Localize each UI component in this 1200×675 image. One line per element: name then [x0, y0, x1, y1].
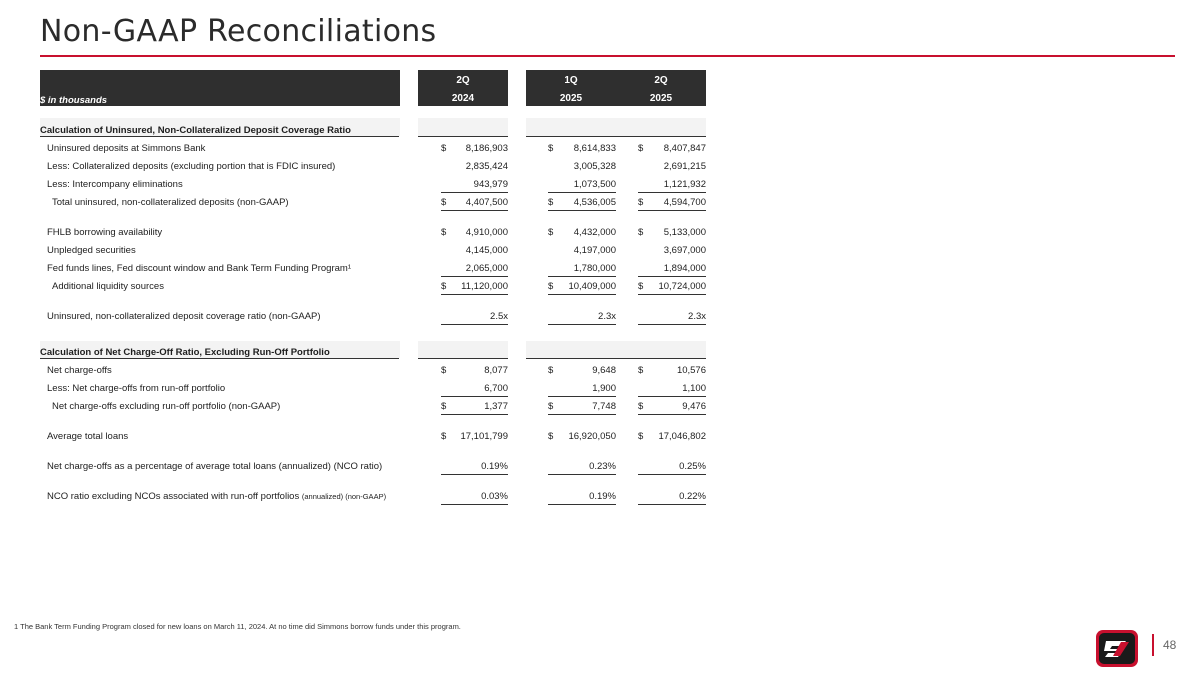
dollar-sign: $: [441, 431, 447, 442]
row-label: Additional liquidity sources: [52, 281, 164, 292]
table-row-total: [0, 401, 1200, 415]
cell-value: 3,005,328: [573, 161, 616, 172]
cell-value: 8,614,833: [573, 143, 616, 154]
table-row: [0, 227, 1200, 241]
cell-value: 0.23%: [589, 461, 616, 472]
row-label: Average total loans: [47, 431, 129, 442]
dollar-sign: $: [441, 365, 447, 376]
section-band: [526, 118, 706, 136]
page-number-divider: [1152, 634, 1154, 656]
cell-value: 4,145,000: [465, 245, 508, 256]
simmons-logo-icon: [1096, 630, 1138, 667]
cell-value: 17,101,799: [460, 431, 508, 442]
column-quarter: 2Q: [654, 75, 668, 86]
cell-value: 1,900: [592, 383, 616, 394]
cell-value: 10,576: [676, 365, 706, 376]
cell-value: 11,120,000: [461, 281, 508, 292]
dollar-sign: $: [638, 197, 644, 208]
cell-value: 7,748: [592, 401, 616, 412]
table-row: [0, 431, 1200, 445]
footnote: 1 The Bank Term Funding Program closed for new loans on March 11, 2024. At no time did Simmons borrow funds under this program.: [14, 622, 461, 631]
table-row: [0, 263, 1200, 277]
table-row: [0, 491, 1200, 505]
cell-value: 6,700: [484, 383, 508, 394]
dollar-sign: $: [441, 143, 447, 154]
row-label: Net charge-offs as a percentage of average total loans (annualized) (NCO ratio): [47, 461, 383, 472]
dollar-sign: $: [548, 227, 554, 238]
cell-value: 943,979: [473, 179, 508, 190]
cell-value: 9,648: [592, 365, 616, 376]
section-title-deposit-coverage: Calculation of Uninsured, Non-Collateralized Deposit Coverage Ratio: [40, 125, 351, 136]
table-row: [0, 461, 1200, 475]
section-rule: [40, 358, 399, 359]
dollar-sign: $: [638, 431, 644, 442]
cell-value: 9,476: [682, 401, 706, 412]
section-title-net-charge-off: Calculation of Net Charge-Off Ratio, Excluding Run-Off Portfolio: [40, 347, 330, 358]
row-label: Less: Intercompany eliminations: [47, 179, 183, 190]
section-band: [418, 118, 508, 136]
cell-value: 10,409,000: [568, 281, 616, 292]
cell-value: 1,100: [682, 383, 706, 394]
cell-value: 2,835,424: [465, 161, 508, 172]
cell-value: 2.5x: [490, 311, 508, 322]
cell-value: 0.19%: [481, 461, 508, 472]
row-label-qualifier: (annualized) (non-GAAP): [301, 492, 387, 501]
table-row: [0, 365, 1200, 379]
section-band: [526, 341, 706, 358]
column-year: 2025: [649, 93, 673, 104]
row-label: Uninsured, non-collateralized deposit coverage ratio (non-GAAP): [47, 311, 321, 322]
column-year: 2025: [559, 93, 583, 104]
dollar-sign: $: [638, 401, 644, 412]
dollar-sign: $: [548, 281, 554, 292]
column-quarter: 2Q: [456, 75, 470, 86]
row-label: [47, 491, 386, 502]
dollar-sign: $: [638, 143, 644, 154]
cell-value: 1,894,000: [663, 263, 706, 274]
column-quarter: 1Q: [564, 75, 578, 86]
unit-label: $ in thousands: [40, 95, 108, 106]
dollar-sign: $: [548, 401, 554, 412]
row-label-main: NCO ratio excluding NCOs associated with run-off portfolios: [47, 491, 300, 502]
cell-value: 0.25%: [679, 461, 706, 472]
row-label: FHLB borrowing availability: [47, 227, 163, 238]
row-label: Fed funds lines, Fed discount window and Bank Term Funding Program¹: [47, 263, 351, 274]
dollar-sign: $: [548, 365, 554, 376]
cell-value: 0.22%: [679, 491, 706, 502]
page-title: Non-GAAP Reconciliations: [40, 14, 437, 49]
cell-value: 4,407,500: [465, 197, 508, 208]
cell-value: 3,697,000: [663, 245, 706, 256]
dollar-sign: $: [441, 401, 447, 412]
cell-value: 1,121,932: [663, 179, 706, 190]
cell-value: 0.19%: [589, 491, 616, 502]
section-rule: [418, 136, 508, 137]
dollar-sign: $: [638, 227, 644, 238]
dollar-sign: $: [441, 197, 447, 208]
section-band: [418, 341, 508, 358]
table-row: [0, 161, 1200, 175]
cell-value: 8,077: [484, 365, 508, 376]
table-row-total: [0, 197, 1200, 211]
cell-value: 1,073,500: [573, 179, 616, 190]
section-rule: [40, 136, 399, 137]
cell-value: 2.3x: [598, 311, 616, 322]
dollar-sign: $: [548, 143, 554, 154]
table-row: [0, 383, 1200, 397]
cell-value: 8,407,847: [663, 143, 706, 154]
cell-value: 5,133,000: [663, 227, 706, 238]
cell-value: 4,594,700: [663, 197, 706, 208]
column-header-2q-2025: [616, 70, 706, 106]
table-row: [0, 311, 1200, 325]
column-header-2q-2024: [418, 70, 508, 106]
page-number: 48: [1163, 638, 1177, 652]
title-divider: [40, 55, 1175, 57]
cell-value: 2.3x: [688, 311, 706, 322]
dollar-sign: $: [638, 281, 644, 292]
column-year: 2024: [451, 93, 475, 104]
section-rule: [526, 136, 706, 137]
dollar-sign: $: [548, 431, 554, 442]
cell-value: 16,920,050: [568, 431, 616, 442]
dollar-sign: $: [441, 227, 447, 238]
cell-value: 2,065,000: [465, 263, 508, 274]
row-label: Unpledged securities: [47, 245, 136, 256]
cell-value: 4,536,005: [573, 197, 616, 208]
column-header-1q-2025: [526, 70, 616, 106]
cell-value: 4,910,000: [465, 227, 508, 238]
cell-value: 0.03%: [481, 491, 508, 502]
table-row: [0, 245, 1200, 259]
row-label: Uninsured deposits at Simmons Bank: [47, 143, 206, 154]
cell-value: 1,377: [484, 401, 508, 412]
table-row: [0, 179, 1200, 193]
cell-value: 4,432,000: [573, 227, 616, 238]
cell-value: 17,046,802: [658, 431, 706, 442]
dollar-sign: $: [638, 365, 644, 376]
cell-value: 8,186,903: [465, 143, 508, 154]
row-label: Total uninsured, non-collateralized deposits (non-GAAP): [52, 197, 289, 208]
row-label: Net charge-offs excluding run-off portfolio (non-GAAP): [52, 401, 281, 412]
section-rule: [418, 358, 508, 359]
cell-value: 1,780,000: [573, 263, 616, 274]
row-label: Net charge-offs: [47, 365, 112, 376]
cell-value: 4,197,000: [573, 245, 616, 256]
cell-value: 2,691,215: [663, 161, 706, 172]
row-label: Less: Collateralized deposits (excluding portion that is FDIC insured): [47, 161, 336, 172]
dollar-sign: $: [548, 197, 554, 208]
table-row: [0, 143, 1200, 157]
dollar-sign: $: [441, 281, 447, 292]
row-label: Less: Net charge-offs from run-off portfolio: [47, 383, 226, 394]
table-row-total: [0, 281, 1200, 295]
cell-value: 10,724,000: [658, 281, 706, 292]
section-rule: [526, 358, 706, 359]
